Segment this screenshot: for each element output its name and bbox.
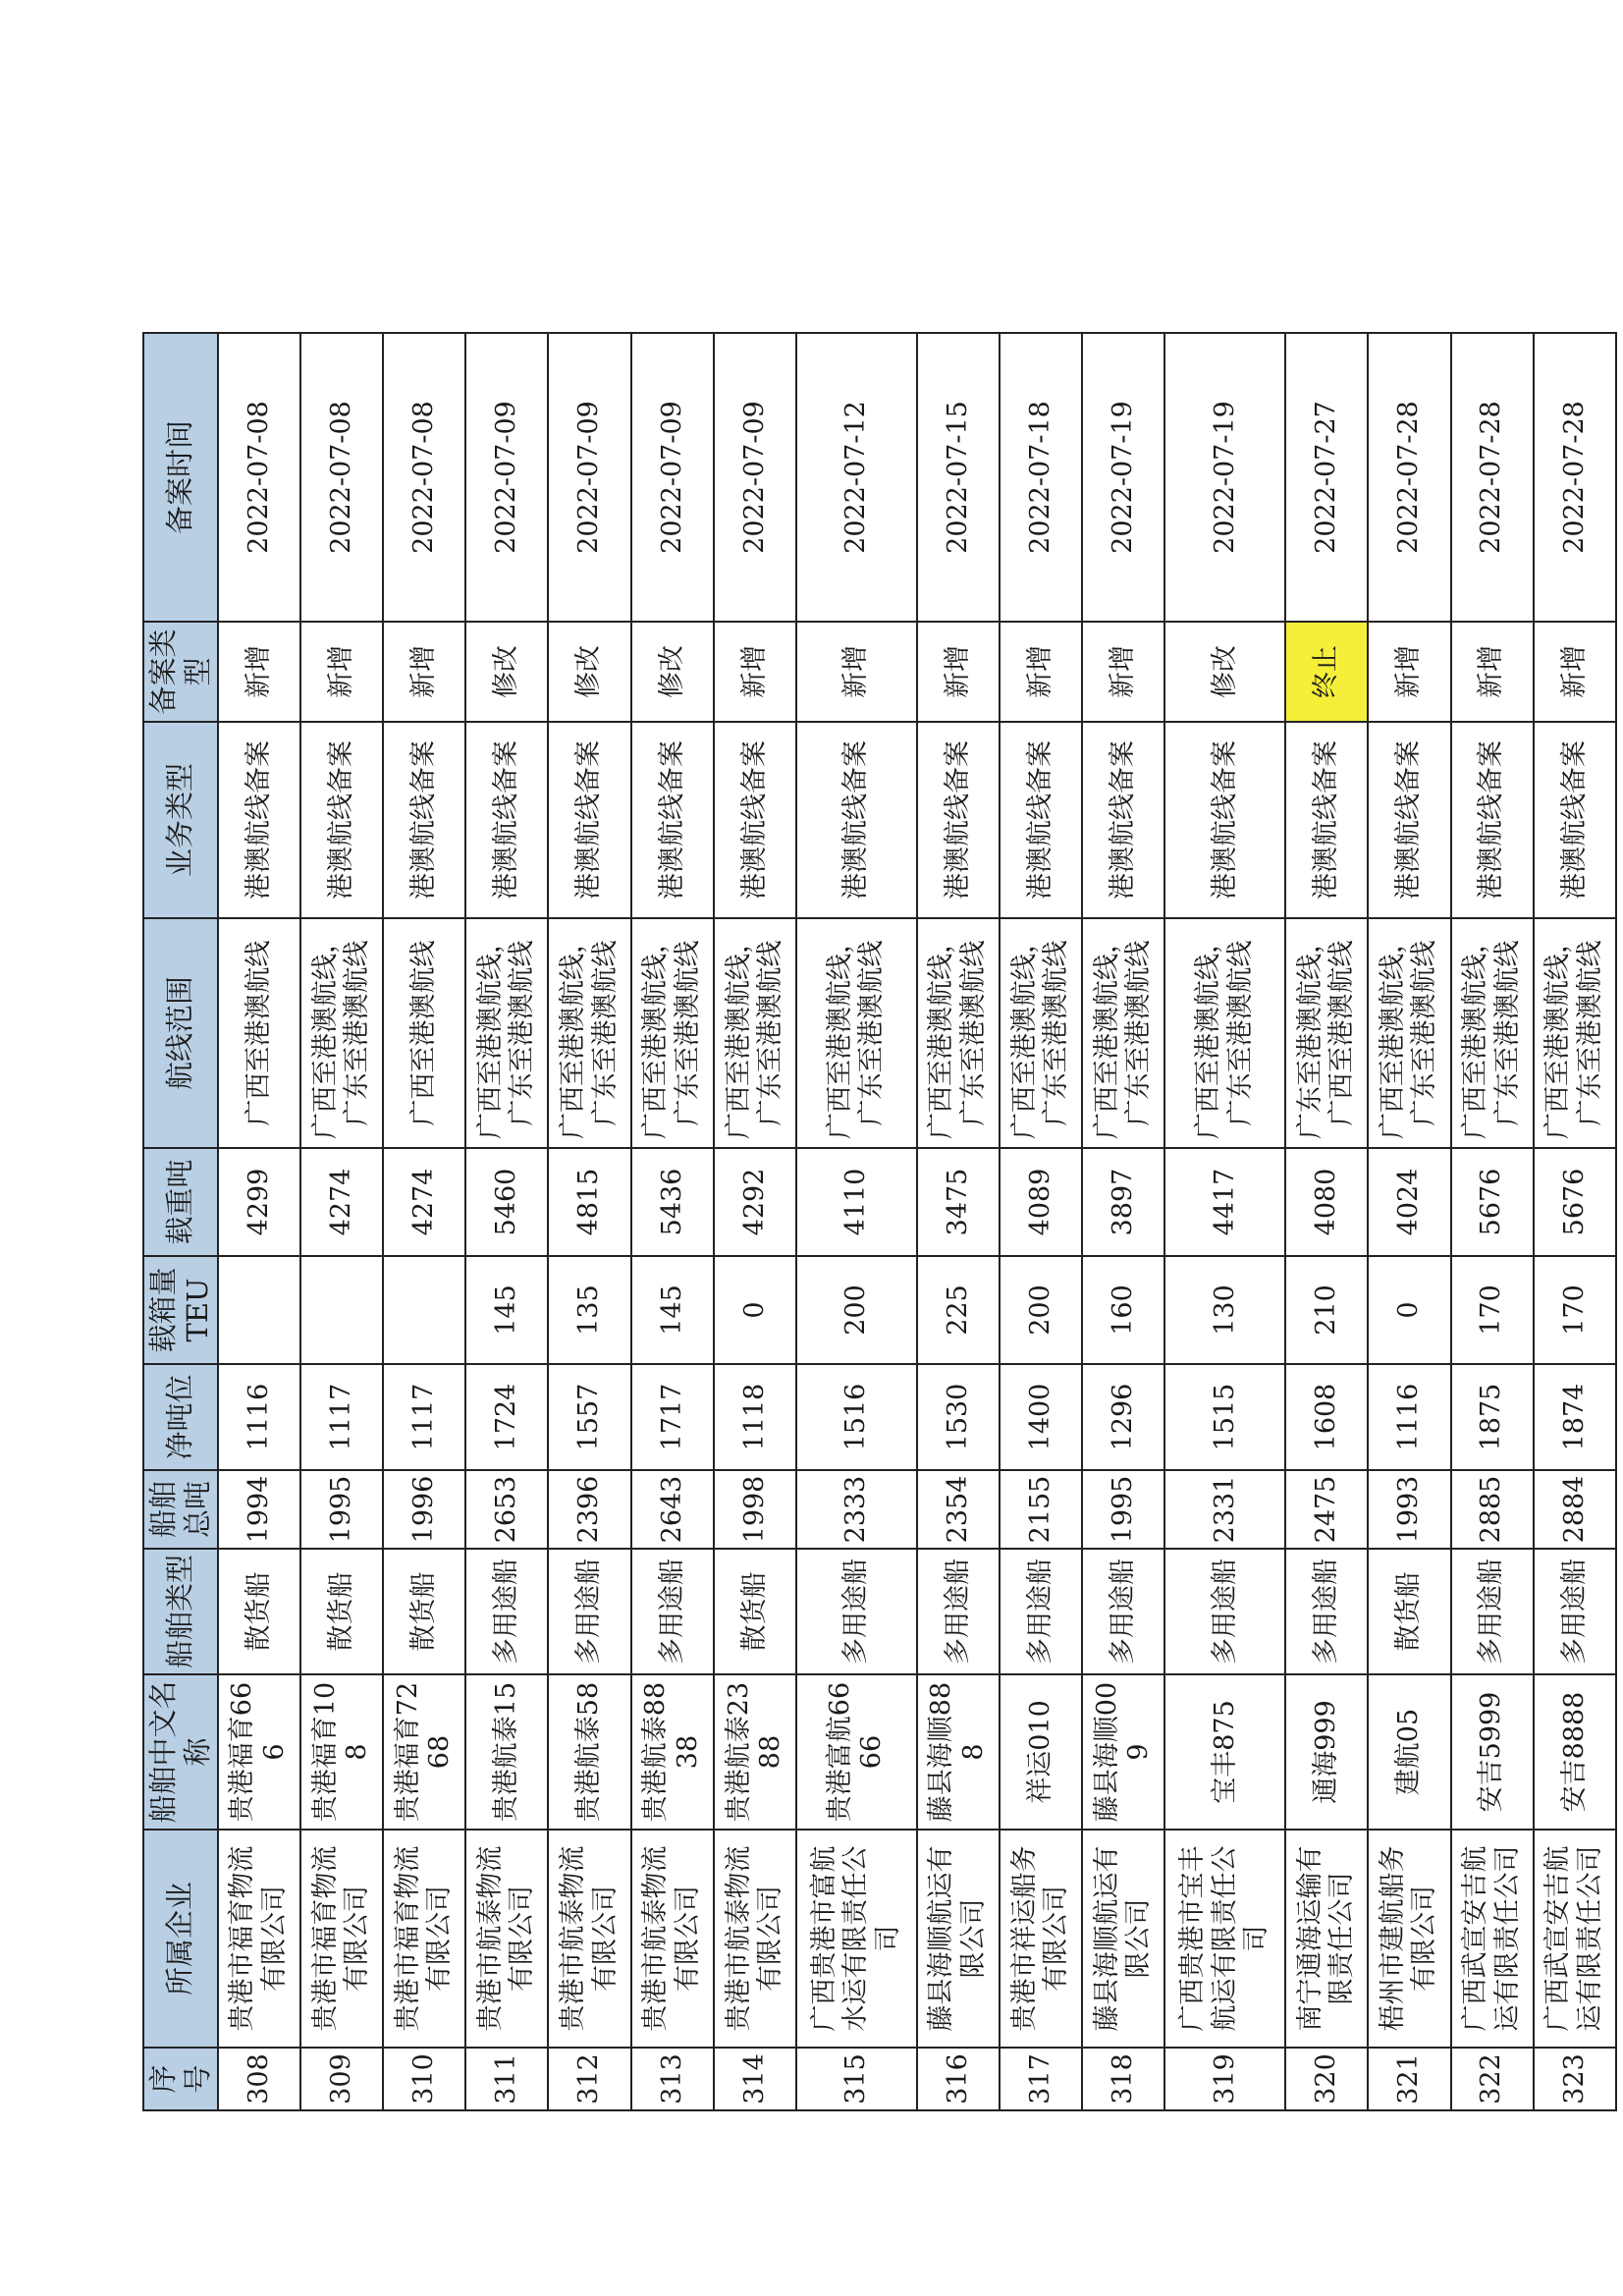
cell-business-type: 港澳航线备案 [548, 722, 630, 918]
cell-company: 贵港市福育物流有限公司 [383, 1830, 465, 2048]
cell-business-type: 港澳航线备案 [1368, 722, 1450, 918]
cell-filing-date: 2022-07-09 [631, 333, 714, 622]
cell-ship-type: 散货船 [218, 1549, 300, 1674]
cell-business-type: 港澳航线备案 [1285, 722, 1368, 918]
cell-filing-date: 2022-07-19 [1082, 333, 1164, 622]
cell-company: 广西贵港市宝丰航运有限责任公司 [1164, 1830, 1285, 2048]
cell-route: 广西至港澳航线，广东至港澳航线 [548, 918, 630, 1148]
header-route: 航线范围 [143, 918, 218, 1148]
cell-deadweight: 4089 [1000, 1148, 1082, 1256]
header-seq: 序号 [143, 2048, 218, 2110]
cell-deadweight: 4110 [796, 1148, 917, 1256]
cell-deadweight: 3897 [1082, 1148, 1164, 1256]
cell-filing-type: 新增 [1082, 622, 1164, 722]
cell-route: 广西至港澳航线，广东至港澳航线 [1082, 918, 1164, 1148]
cell-deadweight: 5676 [1451, 1148, 1534, 1256]
header-ship-name: 船舶中文名称 [143, 1674, 218, 1830]
cell-route: 广西至港澳航线，广东至港澳航线 [465, 918, 548, 1148]
cell-business-type: 港澳航线备案 [631, 722, 714, 918]
cell-ship-name: 贵港富航6666 [796, 1674, 917, 1830]
cell-filing-type: 修改 [631, 622, 714, 722]
cell-gross-tonnage: 1995 [300, 1470, 383, 1549]
cell-gross-tonnage: 2155 [1000, 1470, 1082, 1549]
cell-gross-tonnage: 2643 [631, 1470, 714, 1549]
table-row [1164, 333, 1285, 2110]
cell-teu: 160 [1082, 1256, 1164, 1364]
cell-route: 广西至港澳航线 [218, 918, 300, 1148]
cell-filing-type: 修改 [548, 622, 630, 722]
cell-company: 贵港市航泰物流有限公司 [631, 1830, 714, 2048]
cell-ship-name: 宝丰875 [1164, 1674, 1285, 1830]
table-row [714, 333, 796, 2110]
cell-net-tonnage: 1116 [1368, 1364, 1450, 1470]
cell-ship-type: 多用途船 [465, 1549, 548, 1674]
cell-net-tonnage: 1118 [714, 1364, 796, 1470]
cell-seq: 308 [218, 2048, 300, 2110]
cell-seq: 311 [465, 2048, 548, 2110]
cell-net-tonnage: 1117 [300, 1364, 383, 1470]
cell-deadweight: 4024 [1368, 1148, 1450, 1256]
cell-ship-name: 贵港航泰15 [465, 1674, 548, 1830]
cell-ship-type: 散货船 [714, 1549, 796, 1674]
header-filing-type: 备案类型 [143, 622, 218, 722]
cell-deadweight: 3475 [917, 1148, 1000, 1256]
cell-ship-name: 通海999 [1285, 1674, 1368, 1830]
cell-filing-date: 2022-07-09 [714, 333, 796, 622]
cell-gross-tonnage: 2475 [1285, 1470, 1368, 1549]
cell-company: 广西贵港市富航水运有限责任公司 [796, 1830, 917, 2048]
header-filing-date: 备案时间 [143, 333, 218, 622]
cell-teu: 170 [1534, 1256, 1616, 1364]
cell-gross-tonnage: 2884 [1534, 1470, 1616, 1549]
cell-ship-name: 藤县海顺009 [1082, 1674, 1164, 1830]
cell-seq: 318 [1082, 2048, 1164, 2110]
header-row [143, 333, 218, 2110]
cell-seq: 321 [1368, 2048, 1450, 2110]
cell-filing-type: 新增 [383, 622, 465, 722]
cell-company: 贵港市航泰物流有限公司 [714, 1830, 796, 2048]
cell-filing-type: 新增 [796, 622, 917, 722]
table-row [548, 333, 630, 2110]
cell-filing-type: 修改 [1164, 622, 1285, 722]
table-row [1285, 333, 1368, 2110]
cell-teu [218, 1256, 300, 1364]
cell-ship-name: 安吉5999 [1451, 1674, 1534, 1830]
cell-seq: 323 [1534, 2048, 1616, 2110]
cell-filing-date: 2022-07-09 [548, 333, 630, 622]
cell-route: 广西至港澳航线，广东至港澳航线 [1368, 918, 1450, 1148]
cell-ship-name: 祥运010 [1000, 1674, 1082, 1830]
cell-ship-type: 多用途船 [1534, 1549, 1616, 1674]
header-gross-tonnage: 船舶总吨 [143, 1470, 218, 1549]
cell-ship-type: 多用途船 [1285, 1549, 1368, 1674]
header-business-type: 业务类型 [143, 722, 218, 918]
cell-company: 贵港市福育物流有限公司 [300, 1830, 383, 2048]
cell-gross-tonnage: 2331 [1164, 1470, 1285, 1549]
cell-filing-type: 新增 [714, 622, 796, 722]
cell-business-type: 港澳航线备案 [465, 722, 548, 918]
cell-filing-date: 2022-07-08 [218, 333, 300, 622]
cell-teu: 200 [1000, 1256, 1082, 1364]
cell-business-type: 港澳航线备案 [917, 722, 1000, 918]
table-row [1451, 333, 1534, 2110]
cell-filing-date: 2022-07-18 [1000, 333, 1082, 622]
table-row [917, 333, 1000, 2110]
cell-deadweight: 4274 [300, 1148, 383, 1256]
cell-company: 广西武宣安吉航运有限责任公司 [1451, 1830, 1534, 2048]
cell-ship-type: 多用途船 [548, 1549, 630, 1674]
cell-filing-date: 2022-07-28 [1368, 333, 1450, 622]
cell-seq: 320 [1285, 2048, 1368, 2110]
table-row [1534, 333, 1616, 2110]
table-row [1082, 333, 1164, 2110]
cell-deadweight: 5676 [1534, 1148, 1616, 1256]
cell-ship-type: 散货船 [1368, 1549, 1450, 1674]
cell-ship-name: 贵港航泰2388 [714, 1674, 796, 1830]
cell-ship-type: 散货船 [300, 1549, 383, 1674]
cell-deadweight: 4274 [383, 1148, 465, 1256]
cell-business-type: 港澳航线备案 [218, 722, 300, 918]
cell-route: 广西至港澳航线，广东至港澳航线 [1534, 918, 1616, 1148]
cell-filing-date: 2022-07-08 [383, 333, 465, 622]
cell-teu: 210 [1285, 1256, 1368, 1364]
cell-deadweight: 4292 [714, 1148, 796, 1256]
cell-teu: 170 [1451, 1256, 1534, 1364]
cell-seq: 315 [796, 2048, 917, 2110]
cell-route: 广西至港澳航线，广东至港澳航线 [917, 918, 1000, 1148]
cell-route: 广西至港澳航线，广东至港澳航线 [1164, 918, 1285, 1148]
cell-gross-tonnage: 2354 [917, 1470, 1000, 1549]
cell-net-tonnage: 1608 [1285, 1364, 1368, 1470]
cell-ship-type: 多用途船 [1451, 1549, 1534, 1674]
cell-seq: 317 [1000, 2048, 1082, 2110]
cell-company: 贵港市福育物流有限公司 [218, 1830, 300, 2048]
cell-filing-date: 2022-07-28 [1451, 333, 1534, 622]
cell-route: 广西至港澳航线，广东至港澳航线 [631, 918, 714, 1148]
cell-ship-type: 散货船 [383, 1549, 465, 1674]
cell-seq: 322 [1451, 2048, 1534, 2110]
header-deadweight: 载重吨 [143, 1148, 218, 1256]
cell-net-tonnage: 1724 [465, 1364, 548, 1470]
cell-business-type: 港澳航线备案 [383, 722, 465, 918]
cell-net-tonnage: 1400 [1000, 1364, 1082, 1470]
cell-route: 广西至港澳航线，广东至港澳航线 [1451, 918, 1534, 1148]
cell-net-tonnage: 1875 [1451, 1364, 1534, 1470]
cell-gross-tonnage: 1998 [714, 1470, 796, 1549]
cell-ship-type: 多用途船 [1164, 1549, 1285, 1674]
cell-gross-tonnage: 1995 [1082, 1470, 1164, 1549]
cell-gross-tonnage: 1996 [383, 1470, 465, 1549]
cell-company: 藤县海顺航运有限公司 [1082, 1830, 1164, 2048]
table-row [300, 333, 383, 2110]
cell-ship-name: 建航05 [1368, 1674, 1450, 1830]
cell-gross-tonnage: 2653 [465, 1470, 548, 1549]
cell-net-tonnage: 1116 [218, 1364, 300, 1470]
cell-deadweight: 5460 [465, 1148, 548, 1256]
cell-deadweight: 4417 [1164, 1148, 1285, 1256]
cell-business-type: 港澳航线备案 [1000, 722, 1082, 918]
cell-business-type: 港澳航线备案 [1164, 722, 1285, 918]
cell-ship-name: 贵港航泰58 [548, 1674, 630, 1830]
cell-ship-type: 多用途船 [1082, 1549, 1164, 1674]
cell-ship-name: 贵港福育7268 [383, 1674, 465, 1830]
cell-route: 广西至港澳航线 [383, 918, 465, 1148]
cell-filing-date: 2022-07-27 [1285, 333, 1368, 622]
cell-filing-type: 新增 [1000, 622, 1082, 722]
header-teu: 载箱量TEU [143, 1256, 218, 1364]
cell-teu: 0 [714, 1256, 796, 1364]
cell-teu: 130 [1164, 1256, 1285, 1364]
cell-gross-tonnage: 2885 [1451, 1470, 1534, 1549]
cell-seq: 314 [714, 2048, 796, 2110]
cell-gross-tonnage: 1994 [218, 1470, 300, 1549]
cell-teu: 145 [631, 1256, 714, 1364]
cell-net-tonnage: 1296 [1082, 1364, 1164, 1470]
cell-net-tonnage: 1516 [796, 1364, 917, 1470]
cell-ship-type: 多用途船 [1000, 1549, 1082, 1674]
cell-seq: 312 [548, 2048, 630, 2110]
cell-net-tonnage: 1557 [548, 1364, 630, 1470]
cell-deadweight: 5436 [631, 1148, 714, 1256]
header-company: 所属企业 [143, 1830, 218, 2048]
cell-filing-type: 新增 [1368, 622, 1450, 722]
cell-ship-type: 多用途船 [796, 1549, 917, 1674]
cell-gross-tonnage: 1993 [1368, 1470, 1450, 1549]
cell-filing-date: 2022-07-12 [796, 333, 917, 622]
cell-teu [300, 1256, 383, 1364]
cell-company: 广西武宣安吉航运有限责任公司 [1534, 1830, 1616, 2048]
cell-filing-date: 2022-07-09 [465, 333, 548, 622]
cell-net-tonnage: 1515 [1164, 1364, 1285, 1470]
cell-seq: 316 [917, 2048, 1000, 2110]
table-row [383, 333, 465, 2110]
cell-route: 广西至港澳航线，广东至港澳航线 [714, 918, 796, 1148]
cell-filing-type: 新增 [218, 622, 300, 722]
cell-business-type: 港澳航线备案 [714, 722, 796, 918]
document-page [142, 334, 1617, 2111]
cell-ship-type: 多用途船 [631, 1549, 714, 1674]
cell-ship-name: 安吉8888 [1534, 1674, 1616, 1830]
cell-net-tonnage: 1717 [631, 1364, 714, 1470]
cell-filing-date: 2022-07-15 [917, 333, 1000, 622]
cell-company: 贵港市航泰物流有限公司 [465, 1830, 548, 2048]
cell-business-type: 港澳航线备案 [300, 722, 383, 918]
cell-filing-type: 新增 [1534, 622, 1616, 722]
cell-gross-tonnage: 2333 [796, 1470, 917, 1549]
cell-business-type: 港澳航线备案 [1451, 722, 1534, 918]
cell-company: 贵港市祥运船务有限公司 [1000, 1830, 1082, 2048]
cell-seq: 310 [383, 2048, 465, 2110]
cell-seq: 319 [1164, 2048, 1285, 2110]
cell-ship-type: 多用途船 [917, 1549, 1000, 1674]
cell-teu: 225 [917, 1256, 1000, 1364]
cell-route: 广西至港澳航线，广东至港澳航线 [300, 918, 383, 1148]
cell-ship-name: 贵港福育666 [218, 1674, 300, 1830]
cell-filing-type: 新增 [300, 622, 383, 722]
cell-teu: 200 [796, 1256, 917, 1364]
cell-route: 广西至港澳航线，广东至港澳航线 [1000, 918, 1082, 1148]
cell-teu [383, 1256, 465, 1364]
cell-filing-date: 2022-07-08 [300, 333, 383, 622]
cell-deadweight: 4080 [1285, 1148, 1368, 1256]
cell-teu: 135 [548, 1256, 630, 1364]
cell-seq: 309 [300, 2048, 383, 2110]
cell-business-type: 港澳航线备案 [1082, 722, 1164, 918]
cell-deadweight: 4815 [548, 1148, 630, 1256]
cell-business-type: 港澳航线备案 [796, 722, 917, 918]
cell-route: 广东至港澳航线，广西至港澳航线 [1285, 918, 1368, 1148]
cell-route: 广西至港澳航线，广东至港澳航线 [796, 918, 917, 1148]
cell-net-tonnage: 1117 [383, 1364, 465, 1470]
table-row [1000, 333, 1082, 2110]
cell-business-type: 港澳航线备案 [1534, 722, 1616, 918]
cell-filing-type: 终止 [1285, 622, 1368, 722]
table-row [796, 333, 917, 2110]
header-ship-type: 船舶类型 [143, 1549, 218, 1674]
cell-filing-type: 新增 [917, 622, 1000, 722]
cell-filing-date: 2022-07-28 [1534, 333, 1616, 622]
cell-company: 藤县海顺航运有限公司 [917, 1830, 1000, 2048]
cell-filing-type: 修改 [465, 622, 548, 722]
cell-company: 南宁通海运输有限责任公司 [1285, 1830, 1368, 2048]
cell-ship-name: 贵港福育108 [300, 1674, 383, 1830]
cell-ship-name: 贵港航泰8838 [631, 1674, 714, 1830]
header-net-tonnage: 净吨位 [143, 1364, 218, 1470]
cell-ship-name: 藤县海顺888 [917, 1674, 1000, 1830]
cell-net-tonnage: 1530 [917, 1364, 1000, 1470]
cell-filing-type: 新增 [1451, 622, 1534, 722]
cell-seq: 313 [631, 2048, 714, 2110]
cell-gross-tonnage: 2396 [548, 1470, 630, 1549]
table-row [631, 333, 714, 2110]
cell-teu: 145 [465, 1256, 548, 1364]
cell-net-tonnage: 1874 [1534, 1364, 1616, 1470]
cell-company: 梧州市建航船务有限公司 [1368, 1830, 1450, 2048]
cell-deadweight: 4299 [218, 1148, 300, 1256]
cell-filing-date: 2022-07-19 [1164, 333, 1285, 622]
cell-company: 贵港市航泰物流有限公司 [548, 1830, 630, 2048]
table-row [465, 333, 548, 2110]
ship-filing-table [142, 332, 1617, 2111]
table-row [218, 333, 300, 2110]
cell-teu: 0 [1368, 1256, 1450, 1364]
table-row [1368, 333, 1450, 2110]
